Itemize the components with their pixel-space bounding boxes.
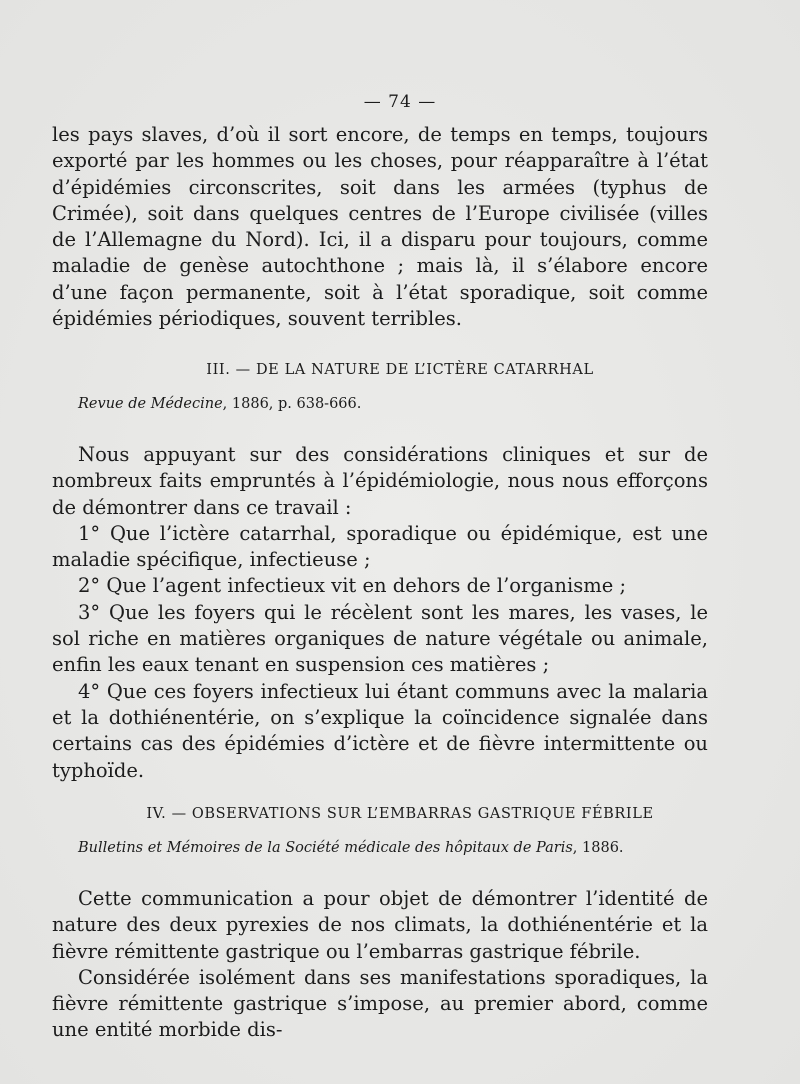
section-4-source: [78, 840, 624, 856]
item-text: Que ces foyers infectieux lui étant communs avec la malaria et la dothiénentérie, on s’explique la coïncidence signalée dans certains cas des épidémies d’ictère et de fièvre intermittente ou typhoïde.: [52, 679, 708, 782]
section-3-item-1: [52, 521, 708, 574]
section-4-paragraph-2: Considérée isolément dans ses manifestations sporadiques, la fièvre rémittente gastrique s’impose, au premier abord, comme une entité morbide dis-: [52, 965, 708, 1042]
section-3-heading: III. — DE LA NATURE DE L’ICTÈRE CATARRHAL: [206, 362, 594, 378]
section-3-item-3: [52, 600, 708, 679]
page-number: — 74 —: [363, 92, 437, 112]
section-4-source-journal: Bulletins et Mémoires de la Société médicale des hôpitaux de Paris: [78, 840, 573, 856]
item-text: Que les foyers qui le récèlent sont les mares, les vases, le sol riche en matières organiques de nature végétale ou animale, enfin les eaux tenant en suspension ces matières ;: [52, 600, 708, 677]
item-text: Que l’ictère catarrhal, sporadique ou épidémique, est une maladie spécifique, infectieuse ;: [52, 521, 709, 572]
section-3-source: [78, 396, 361, 412]
section-3-body: [52, 442, 708, 784]
item-number: 3°: [78, 600, 101, 624]
section-3-item-2: [52, 573, 708, 599]
section-4-heading: IV. — OBSERVATIONS SUR L’EMBARRAS GASTRIQUE FÉBRILE: [146, 806, 654, 822]
item-number: 2°: [78, 574, 101, 598]
item-number: 4°: [78, 679, 101, 703]
section-3-paragraph: Nous appuyant sur des considérations cliniques et sur de nombreux faits empruntés à l’épidémiologie, nous nous efforçons de démontrer dans ce travail :: [52, 443, 708, 519]
section-3-source-details: , 1886, p. 638-666.: [222, 396, 362, 412]
section-4-source-details: , 1886.: [572, 840, 624, 856]
item-text: Que l’agent infectieux vit en dehors de l’organisme ;: [106, 574, 627, 598]
section-4-paragraph-1: Cette communication a pour objet de démontrer l’identité de nature des deux pyrexies de nos climats, la dothiénentérie et la fièvre rémittente gastrique ou l’embarras gastrique fébrile.: [52, 887, 708, 963]
intro-block: [52, 122, 708, 332]
section-3-source-journal: Revue de Médecine: [78, 396, 223, 412]
intro-paragraph: les pays slaves, d’où il sort encore, de temps en temps, toujours exporté par les hommes ou les choses, pour réapparaître à l’état d’épidémies circonscrites, soit dans les armées (typhus de Crimée), soit dans quelques centres de l’Europe civilisée (villes de l’Allemagne du Nord). Ici, il a disparu pour toujours, comme maladie de genèse autochthone ; mais là, il s’élabore encore d’une façon permanente, soit à l’état sporadique, soit comme épidémies périodiques, souvent terribles.: [52, 123, 708, 331]
section-4-body: [52, 886, 708, 1044]
section-3-item-4: [52, 679, 708, 784]
item-number: 1°: [78, 521, 101, 545]
